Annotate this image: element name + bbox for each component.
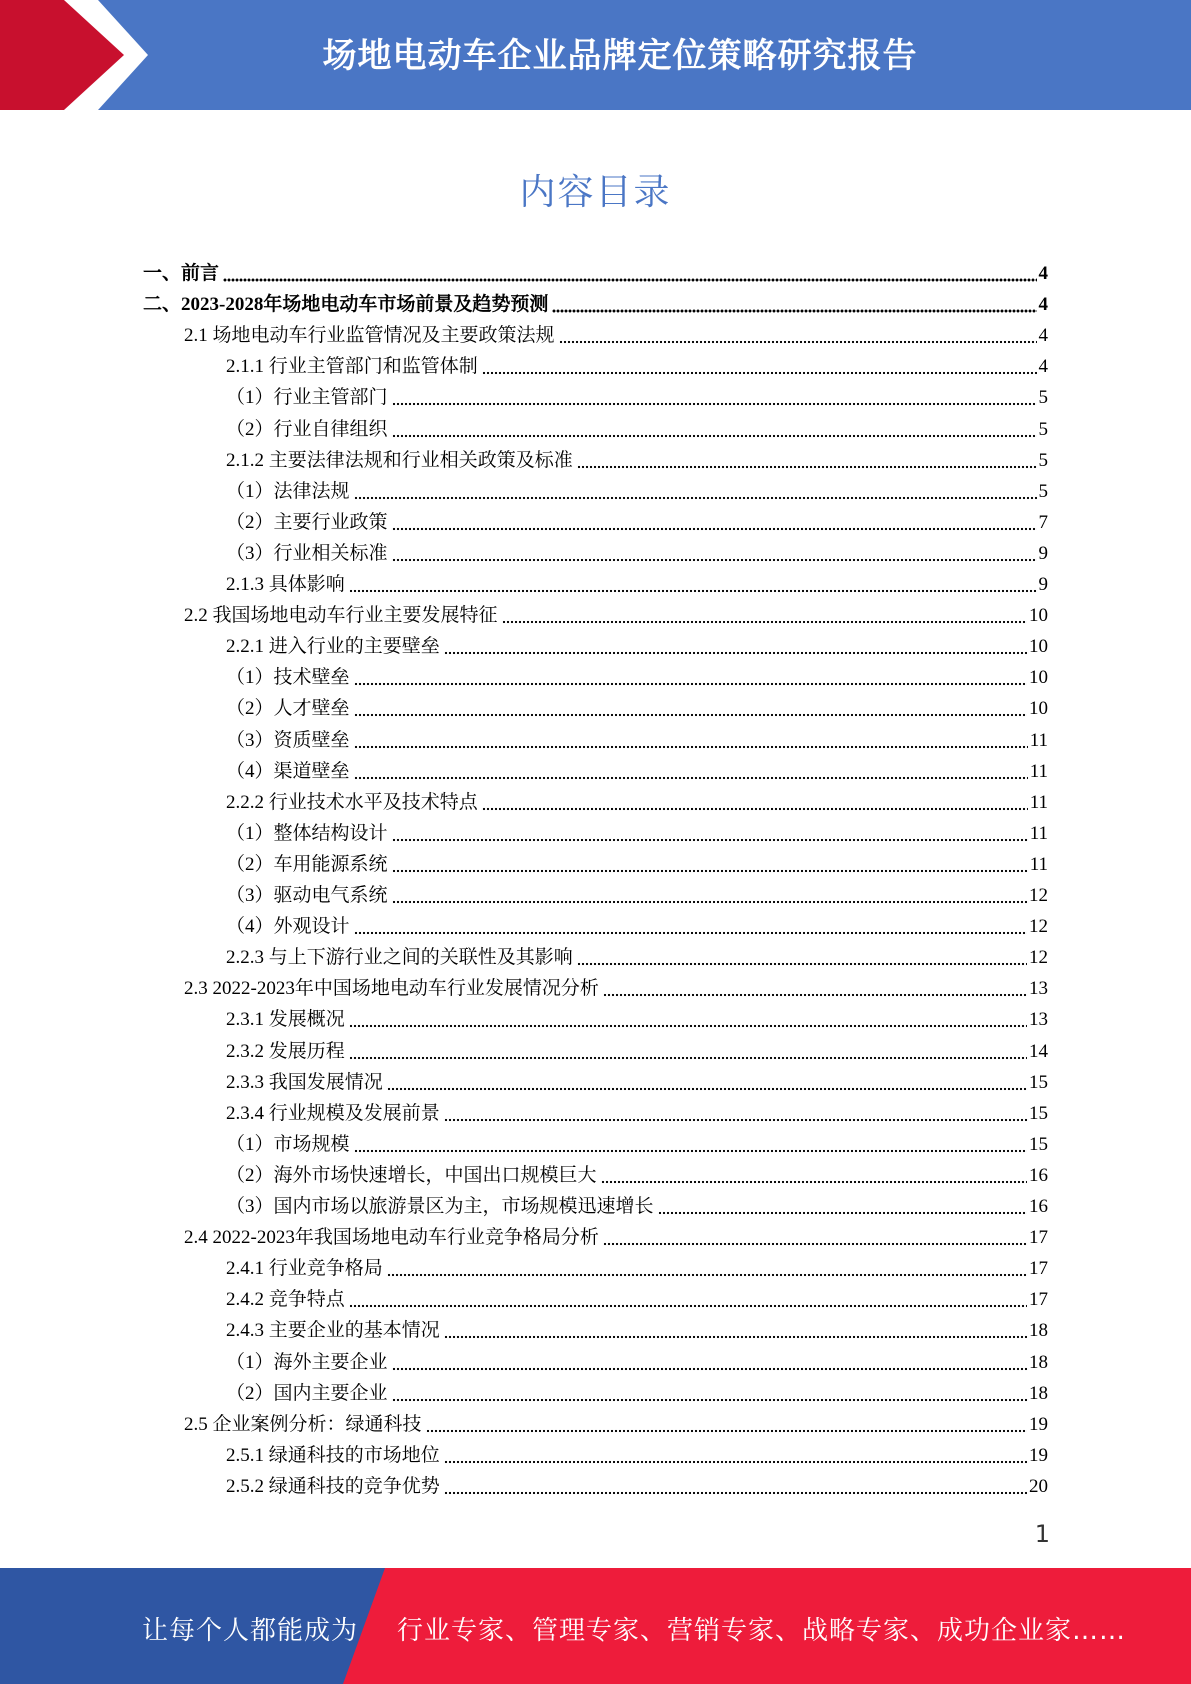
toc-entry-label: （1）整体结构设计 bbox=[226, 822, 388, 844]
toc-entry-page: 5 bbox=[1038, 480, 1048, 502]
page-number: 1 bbox=[1034, 1520, 1050, 1548]
toc-entry-page: 4 bbox=[1038, 325, 1048, 347]
toc-leader-dots bbox=[354, 1137, 1027, 1153]
toc-entry-page: 5 bbox=[1038, 449, 1048, 471]
toc-leader-dots bbox=[482, 795, 1028, 811]
toc-entry[interactable] bbox=[226, 441, 1048, 472]
toc-leader-dots bbox=[387, 1261, 1027, 1277]
toc-entry[interactable] bbox=[226, 347, 1048, 378]
toc-entry-page: 4 bbox=[1038, 356, 1048, 378]
toc-entry-page: 10 bbox=[1029, 636, 1048, 658]
toc-entry-label: （2）车用能源系统 bbox=[226, 853, 388, 875]
toc-entry-label: 2.4.2 竞争特点 bbox=[226, 1289, 345, 1311]
toc-entry-label: 2.4.1 行业竞争格局 bbox=[226, 1258, 383, 1280]
toc-leader-dots bbox=[577, 453, 1037, 469]
toc-entry-page: 11 bbox=[1029, 791, 1048, 813]
toc-entry-page: 10 bbox=[1029, 667, 1048, 689]
toc-entry[interactable] bbox=[226, 1094, 1048, 1125]
toc-entry[interactable] bbox=[226, 410, 1048, 441]
toc-entry-page: 12 bbox=[1029, 947, 1048, 969]
toc-leader-dots bbox=[354, 484, 1037, 500]
toc-entry-label: （4）渠道壁垒 bbox=[226, 760, 350, 782]
footer-banner bbox=[0, 1568, 1191, 1684]
toc-entry-label: 2.3.1 发展概况 bbox=[226, 1009, 345, 1031]
toc-entry-page: 11 bbox=[1029, 760, 1048, 782]
toc-entry[interactable] bbox=[184, 1218, 1048, 1249]
toc-entry-page: 12 bbox=[1029, 885, 1048, 906]
toc-entry-page: 7 bbox=[1038, 511, 1048, 533]
toc-entry-page: 15 bbox=[1029, 1071, 1048, 1093]
toc-leader-dots bbox=[392, 857, 1028, 873]
toc-entry-label: （3）资质壁垒 bbox=[226, 729, 350, 751]
report-title: 场地电动车企业品牌定位策略研究报告 bbox=[322, 36, 918, 76]
toc-entry[interactable] bbox=[226, 1156, 1048, 1187]
toc-entry-label: 2.3 2022-2023年中国场地电动车行业发展情况分析 bbox=[184, 978, 599, 1000]
toc-leader-dots bbox=[392, 1386, 1027, 1402]
toc-leader-dots bbox=[552, 297, 1036, 313]
toc-entry-label: 2.1.2 主要法律法规和行业相关政策及标准 bbox=[226, 449, 573, 471]
toc-entry[interactable] bbox=[226, 472, 1048, 503]
toc-entry[interactable] bbox=[226, 814, 1048, 845]
toc-entry[interactable] bbox=[226, 1125, 1048, 1156]
toc-entry-label: 2.3.4 行业规模及发展前景 bbox=[226, 1102, 440, 1124]
toc-entry-label: （2）行业自律组织 bbox=[226, 418, 388, 440]
toc-leader-dots bbox=[349, 577, 1037, 593]
toc-leader-dots bbox=[392, 390, 1037, 406]
toc-entry-page: 11 bbox=[1029, 853, 1048, 875]
toc-entry-page: 13 bbox=[1029, 1009, 1048, 1031]
toc-entry-page: 5 bbox=[1038, 387, 1048, 409]
toc-leader-dots bbox=[392, 422, 1037, 438]
toc-entry-label: 一、前言 bbox=[143, 263, 220, 284]
toc-leader-dots bbox=[354, 733, 1028, 749]
toc-leader-dots bbox=[392, 546, 1037, 562]
toc-entry-page: 13 bbox=[1029, 978, 1048, 1000]
toc-entry-page: 16 bbox=[1029, 1164, 1048, 1186]
toc-leader-dots bbox=[223, 266, 1036, 282]
toc-entry[interactable] bbox=[226, 1436, 1048, 1467]
toc-entry-page: 17 bbox=[1029, 1227, 1048, 1249]
toc-entry-label: 二、2023-2028年场地电动车市场前景及趋势预测 bbox=[143, 294, 549, 316]
toc-entry-page: 4 bbox=[1038, 294, 1048, 316]
toc-entry-page: 15 bbox=[1029, 1102, 1048, 1124]
toc-entry-label: （1）海外主要企业 bbox=[226, 1351, 388, 1373]
toc-entry-label: 2.1.1 行业主管部门和监管体制 bbox=[226, 356, 478, 378]
toc-entry[interactable] bbox=[226, 1374, 1048, 1405]
toc-leader-dots bbox=[444, 1479, 1027, 1495]
toc-entry-label: 2.5.1 绿通科技的市场地位 bbox=[226, 1444, 440, 1466]
toc-entry-label: （3）驱动电气系统 bbox=[226, 885, 388, 906]
toc-entry-page: 9 bbox=[1038, 574, 1048, 595]
toc-entry-label: （1）行业主管部门 bbox=[226, 387, 388, 409]
toc-entry-page: 9 bbox=[1038, 542, 1048, 564]
toc-entry[interactable] bbox=[226, 1063, 1048, 1094]
toc-entry[interactable] bbox=[226, 752, 1048, 783]
toc-leader-dots bbox=[354, 670, 1027, 686]
footer-roles: 行业专家、管理专家、营销专家、战略专家、成功企业家…… bbox=[397, 1616, 1127, 1646]
toc-leader-dots bbox=[444, 1448, 1027, 1464]
toc-leader-dots bbox=[444, 1323, 1027, 1339]
toc-entry[interactable] bbox=[184, 969, 1048, 1000]
toc-entry-page: 10 bbox=[1029, 698, 1048, 720]
toc-leader-dots bbox=[349, 1292, 1027, 1308]
toc-entry-label: 2.1 场地电动车行业监管情况及主要政策法规 bbox=[184, 325, 555, 347]
toc-leader-dots bbox=[601, 1168, 1027, 1184]
toc-leader-dots bbox=[349, 1044, 1027, 1060]
footer-slogan: 让每个人都能成为 bbox=[142, 1616, 359, 1646]
toc-entry[interactable] bbox=[226, 1311, 1048, 1342]
toc-entry-page: 11 bbox=[1029, 822, 1048, 844]
toc-leader-dots bbox=[392, 826, 1028, 842]
toc-entry[interactable] bbox=[226, 534, 1048, 565]
toc-entry-page: 11 bbox=[1029, 729, 1048, 751]
toc-entry-page: 14 bbox=[1029, 1040, 1048, 1062]
toc-entry[interactable] bbox=[143, 254, 1048, 285]
toc-entry-page: 19 bbox=[1029, 1444, 1048, 1466]
toc-entry[interactable] bbox=[184, 316, 1048, 347]
toc-entry[interactable] bbox=[226, 689, 1048, 720]
toc-leader-dots bbox=[354, 701, 1027, 717]
toc-entry[interactable] bbox=[226, 1467, 1048, 1498]
toc-entry-label: （2）人才壁垒 bbox=[226, 698, 350, 720]
toc-entry-label: 2.5.2 绿通科技的竞争优势 bbox=[226, 1475, 440, 1497]
toc-leader-dots bbox=[444, 1106, 1027, 1122]
toc-entry-label: 2.1.3 具体影响 bbox=[226, 574, 345, 595]
toc-entry-label: 2.2.3 与上下游行业之间的关联性及其影响 bbox=[226, 947, 573, 969]
toc-entry-page: 10 bbox=[1029, 605, 1048, 627]
toc-entry[interactable] bbox=[226, 1280, 1048, 1311]
toc-leader-dots bbox=[658, 1199, 1027, 1215]
toc-entry[interactable] bbox=[226, 783, 1048, 814]
toc-entry[interactable] bbox=[226, 938, 1048, 969]
toc-leader-dots bbox=[392, 1355, 1027, 1371]
toc-entry[interactable] bbox=[143, 285, 1048, 316]
chevron-icon bbox=[0, 0, 170, 110]
toc-entry[interactable] bbox=[226, 1032, 1048, 1063]
toc-leader-dots bbox=[603, 1230, 1027, 1246]
toc-leader-dots bbox=[482, 359, 1037, 375]
toc-entry[interactable] bbox=[226, 845, 1048, 876]
toc-leader-dots bbox=[603, 981, 1027, 997]
toc-entry-label: （2）海外市场快速增长，中国出口规模巨大 bbox=[226, 1164, 597, 1186]
toc-entry-label: （1）法律法规 bbox=[226, 480, 350, 502]
toc-entry-page: 17 bbox=[1029, 1289, 1048, 1311]
toc-entry[interactable] bbox=[226, 721, 1048, 752]
toc-entry[interactable] bbox=[226, 627, 1048, 658]
toc-entry-label: 2.4 2022-2023年我国场地电动车行业竞争格局分析 bbox=[184, 1227, 599, 1249]
toc-entry-label: 2.2 我国场地电动车行业主要发展特征 bbox=[184, 605, 498, 627]
toc-entry-page: 18 bbox=[1029, 1351, 1048, 1373]
toc-entry-label: 2.5 企业案例分析：绿通科技 bbox=[184, 1413, 422, 1435]
toc-entry[interactable] bbox=[184, 596, 1048, 627]
toc-entry-label: 2.2.2 行业技术水平及技术特点 bbox=[226, 791, 478, 813]
toc-entry[interactable] bbox=[226, 565, 1048, 596]
toc-entry[interactable] bbox=[226, 907, 1048, 938]
toc-entry-label: 2.3.2 发展历程 bbox=[226, 1040, 345, 1062]
toc-entry[interactable] bbox=[184, 1405, 1048, 1436]
toc-entry-label: （2）主要行业政策 bbox=[226, 511, 388, 533]
toc-leader-dots bbox=[577, 950, 1027, 966]
toc-entry-page: 17 bbox=[1029, 1258, 1048, 1280]
toc-entry-label: （4）外观设计 bbox=[226, 916, 350, 938]
toc-entry-label: 2.2.1 进入行业的主要壁垒 bbox=[226, 636, 440, 658]
toc-entry-page: 4 bbox=[1038, 263, 1048, 284]
toc-entry-label: 2.4.3 主要企业的基本情况 bbox=[226, 1320, 440, 1342]
toc-entry[interactable] bbox=[226, 658, 1048, 689]
toc-entry[interactable] bbox=[226, 1000, 1048, 1031]
toc-entry-page: 18 bbox=[1029, 1320, 1048, 1342]
toc-entry-label: （1）技术壁垒 bbox=[226, 667, 350, 689]
toc-leader-dots bbox=[354, 919, 1027, 935]
toc-leader-dots bbox=[392, 888, 1027, 904]
toc-entry-page: 20 bbox=[1029, 1475, 1048, 1497]
toc-entry-label: （3）国内市场以旅游景区为主，市场规模迅速增长 bbox=[226, 1196, 654, 1217]
toc-leader-dots bbox=[559, 328, 1037, 344]
toc-leader-dots bbox=[387, 1075, 1027, 1091]
toc-entry-page: 19 bbox=[1029, 1413, 1048, 1435]
toc-leader-dots bbox=[502, 608, 1027, 624]
toc-leader-dots bbox=[426, 1417, 1027, 1433]
toc-leader-dots bbox=[349, 1012, 1027, 1028]
toc-entry[interactable] bbox=[226, 1343, 1048, 1374]
toc-leader-dots bbox=[444, 639, 1027, 655]
toc-entry-label: （1）市场规模 bbox=[226, 1133, 350, 1155]
toc-entry-page: 12 bbox=[1029, 916, 1048, 938]
toc-entry-label: 2.3.3 我国发展情况 bbox=[226, 1071, 383, 1093]
toc-heading: 内容目录 bbox=[519, 172, 672, 213]
toc-leader-dots bbox=[354, 764, 1028, 780]
toc-entry-page: 16 bbox=[1029, 1196, 1048, 1217]
toc-entry-label: （2）国内主要企业 bbox=[226, 1382, 388, 1404]
toc-entry-page: 18 bbox=[1029, 1382, 1048, 1404]
toc-entry[interactable] bbox=[226, 378, 1048, 409]
toc-entry[interactable] bbox=[226, 1187, 1048, 1218]
toc-entry-page: 15 bbox=[1029, 1133, 1048, 1155]
toc-entry[interactable] bbox=[226, 503, 1048, 534]
toc-entry-page: 5 bbox=[1038, 418, 1048, 440]
header-banner bbox=[0, 0, 1191, 110]
toc-entry-label: （3）行业相关标准 bbox=[226, 542, 388, 564]
toc-entry[interactable] bbox=[226, 1249, 1048, 1280]
toc-entry[interactable] bbox=[226, 876, 1048, 907]
toc-leader-dots bbox=[392, 515, 1037, 531]
